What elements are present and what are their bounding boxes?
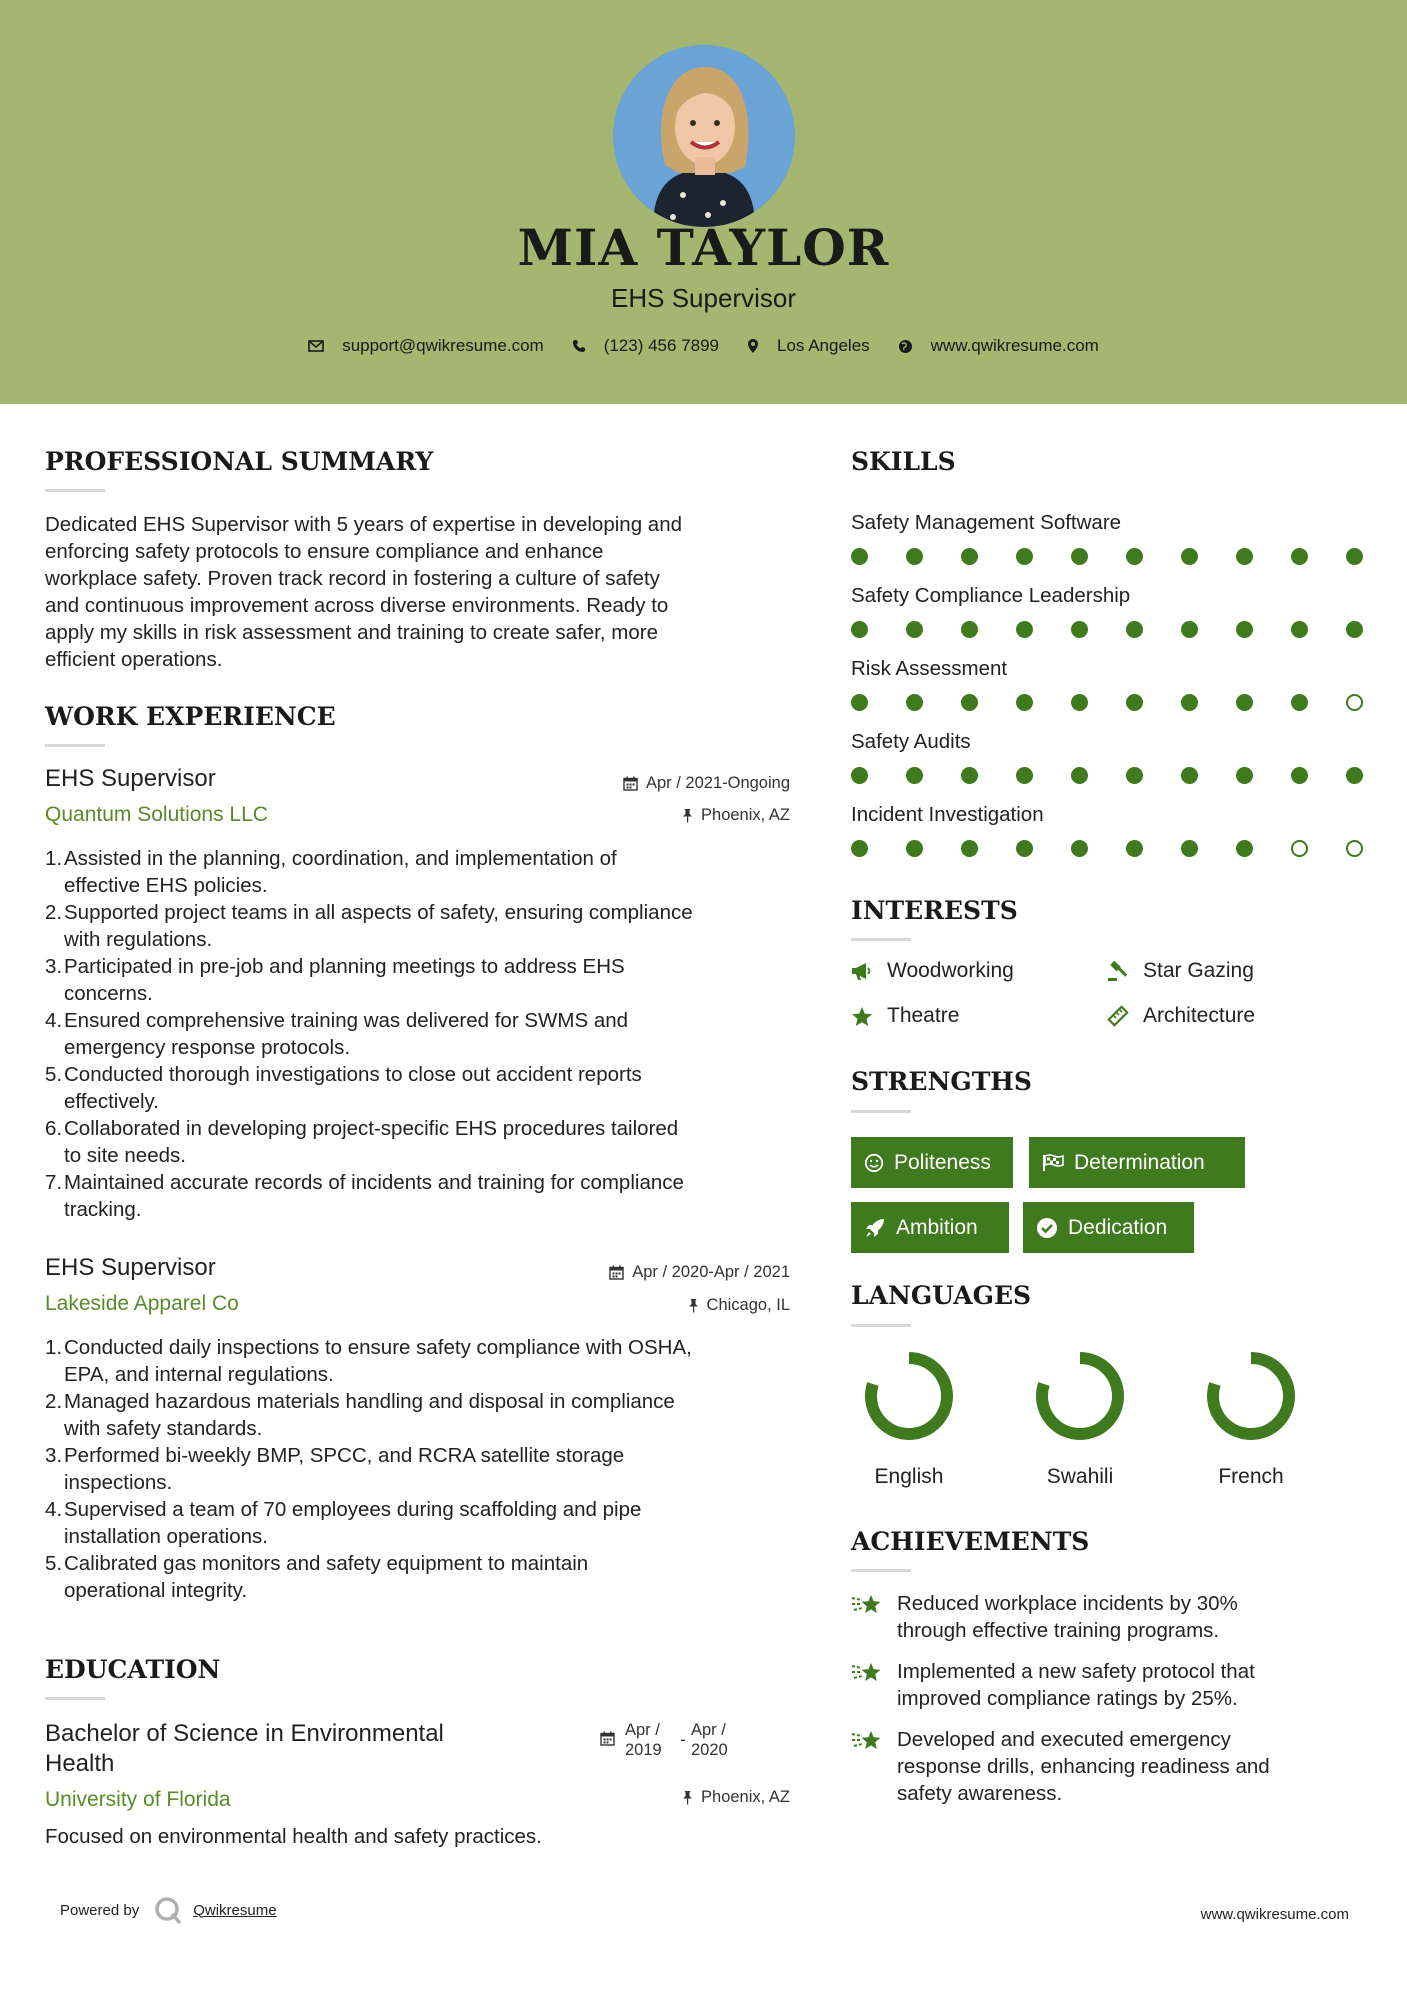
strengths-heading: STRENGTHS: [851, 1067, 1032, 1096]
calendar-icon: [600, 1731, 615, 1746]
list-item-text: effective EHS policies.: [64, 874, 268, 897]
skill-dot-filled: [1236, 840, 1253, 857]
skill-dot-filled: [1071, 694, 1088, 711]
skill-dot-filled: [1236, 621, 1253, 638]
skill-label: Risk Assessment: [851, 657, 1008, 680]
phone-icon: [572, 339, 586, 353]
skill-dot-empty: [1346, 840, 1363, 857]
list-item-text: with regulations.: [64, 928, 213, 951]
list-item: [45, 1007, 805, 1061]
education-description: Focused on environmental health and safety practices.: [45, 1825, 542, 1848]
skill-dot-filled: [1291, 621, 1308, 638]
rocket-icon: [864, 1217, 886, 1239]
achievement-item: [851, 1590, 1238, 1644]
date-separator: -: [680, 1731, 686, 1749]
smile-icon: [864, 1153, 884, 1173]
list-item-number: 4.: [45, 1498, 63, 1521]
job-company: Lakeside Apparel Co: [45, 1292, 239, 1315]
list-item-number: 2.: [45, 901, 63, 924]
strength-label: Determination: [1074, 1150, 1205, 1174]
list-item: [45, 845, 805, 899]
qwikresume-logo-icon: [153, 1895, 183, 1925]
list-item-text: Managed hazardous materials handling and disposal in compliance: [64, 1390, 675, 1413]
summary-line: workplace safety. Proven track record in fostering a culture of safety: [45, 567, 660, 590]
education-heading: EDUCATION: [45, 1655, 221, 1684]
list-item: [45, 899, 805, 953]
skill-dot-filled: [1126, 694, 1143, 711]
interest-label: Theatre: [887, 1004, 960, 1027]
powered-by-text: Powered by: [60, 1901, 140, 1919]
shooting-star-icon: [851, 1592, 883, 1618]
list-item: [45, 1550, 805, 1604]
skill-dot-filled: [851, 621, 868, 638]
achievement-line: improved compliance ratings by 25%.: [897, 1687, 1238, 1710]
list-item: [45, 1061, 805, 1115]
skill-dot-filled: [906, 767, 923, 784]
skill-dot-filled: [1016, 694, 1033, 711]
candidate-name: MIA TAYLOR: [517, 218, 890, 277]
list-item-text: Collaborated in developing project-specific EHS procedures tailored: [64, 1117, 679, 1140]
skill-dot-filled: [961, 694, 978, 711]
skill-dot-filled: [1126, 621, 1143, 638]
education-degree-line: Health: [45, 1750, 115, 1777]
summary-line: enforcing safety protocols to ensure compliance and enhance: [45, 540, 604, 563]
achievement-item: [851, 1658, 1255, 1712]
list-item-text: installation operations.: [64, 1525, 268, 1548]
contact-location-text: Los Angeles: [777, 336, 870, 355]
list-item-text: to site needs.: [64, 1144, 186, 1167]
check-circle-icon: [1036, 1217, 1058, 1239]
skill-dot-filled: [1016, 621, 1033, 638]
skill-dot-filled: [906, 840, 923, 857]
strength-label: Politeness: [894, 1150, 991, 1174]
list-item: [45, 1388, 805, 1442]
pushpin-icon: [682, 808, 693, 823]
list-item-number: 3.: [45, 955, 63, 978]
contact-email-text: support@qwikresume.com: [342, 336, 544, 355]
list-item: [45, 1442, 805, 1496]
list-item-text: Supported project teams in all aspects of safety, ensuring compliance: [64, 901, 693, 924]
skill-dot-filled: [961, 621, 978, 638]
achievement-item: [851, 1726, 1270, 1807]
interest-label: Star Gazing: [1143, 959, 1254, 982]
education-end: [691, 1720, 741, 1760]
list-item-number: 5.: [45, 1552, 63, 1575]
contact-bar: [0, 336, 1407, 356]
summary-text: [45, 511, 805, 673]
skill-dot-filled: [1181, 548, 1198, 565]
strength-badge: [1029, 1137, 1245, 1188]
skill-dot-filled: [961, 840, 978, 857]
contact-location: [747, 336, 870, 356]
education-end-line: 2020: [691, 1741, 728, 1759]
list-item-text: emergency response protocols.: [64, 1036, 351, 1059]
list-item-text: inspections.: [64, 1471, 173, 1494]
education-end-line: Apr /: [691, 1721, 726, 1739]
list-item-text: effectively.: [64, 1090, 159, 1113]
achievements-heading: ACHIEVEMENTS: [851, 1527, 1090, 1556]
job-location: [490, 806, 790, 825]
envelope-icon: [308, 340, 324, 352]
contact-phone[interactable]: [572, 336, 719, 356]
skill-label: Incident Investigation: [851, 803, 1044, 826]
interest-item: [851, 1004, 959, 1028]
skills-heading: SKILLS: [851, 447, 956, 476]
summary-line: Dedicated EHS Supervisor with 5 years of expertise in developing and: [45, 513, 682, 536]
achievement-line: safety awareness.: [897, 1782, 1063, 1805]
strength-label: Ambition: [896, 1215, 978, 1239]
skill-dot-filled: [851, 840, 868, 857]
skill-dot-filled: [1291, 694, 1308, 711]
job-company: Quantum Solutions LLC: [45, 803, 268, 826]
strength-badge: [851, 1202, 1009, 1253]
language-label: French: [1218, 1465, 1284, 1488]
language-gauge: [1201, 1346, 1301, 1446]
contact-phone-text: (123) 456 7899: [603, 336, 720, 355]
summary-line: apply my skills in risk assessment and training to create safer, more: [45, 621, 658, 644]
list-item: [45, 1496, 805, 1550]
list-item-number: 6.: [45, 1117, 63, 1140]
job-date: [490, 774, 790, 793]
achievements-divider: [851, 1569, 911, 1572]
skill-dot-filled: [1181, 840, 1198, 857]
skill-dot-filled: [1126, 840, 1143, 857]
brand-link[interactable]: Qwikresume: [193, 1901, 277, 1919]
list-item-number: 7.: [45, 1171, 63, 1194]
achievement-line: response drills, enhancing readiness and: [897, 1755, 1270, 1778]
star-icon: [851, 1006, 873, 1027]
skill-dot-filled: [906, 694, 923, 711]
job-duties-list: [45, 845, 805, 1223]
list-item-number: 2.: [45, 1390, 63, 1413]
experience-heading: WORK EXPERIENCE: [45, 702, 336, 731]
skill-dot-filled: [851, 548, 868, 565]
language-label: English: [874, 1465, 944, 1488]
interests-divider: [851, 938, 911, 941]
shooting-star-icon: [851, 1728, 883, 1754]
list-item-text: Calibrated gas monitors and safety equipment to maintain: [64, 1552, 589, 1575]
globe-icon: [898, 339, 913, 354]
skill-dot-filled: [906, 621, 923, 638]
map-marker-icon: [747, 338, 759, 354]
language-gauge-arc: [871, 1358, 947, 1434]
megaphone-icon: [851, 961, 873, 981]
education-location-text: Phoenix, AZ: [701, 1788, 790, 1806]
list-item-text: Assisted in the planning, coordination, and implementation of: [64, 847, 617, 870]
candidate-title: EHS Supervisor: [611, 283, 796, 313]
footer-website[interactable]: www.qwikresume.com: [1200, 1906, 1349, 1923]
list-item-text: EPA, and internal regulations.: [64, 1363, 334, 1386]
list-item-number: 5.: [45, 1063, 63, 1086]
skill-dot-filled: [1016, 548, 1033, 565]
skill-dot-filled: [1236, 548, 1253, 565]
skill-dot-filled: [1236, 694, 1253, 711]
language-gauge: [1030, 1346, 1130, 1446]
skill-dot-filled: [1346, 621, 1363, 638]
skill-dot-filled: [1236, 767, 1253, 784]
education-start: [625, 1720, 675, 1760]
languages-heading: LANGUAGES: [851, 1281, 1032, 1310]
calendar-icon: [623, 776, 638, 791]
job-title: EHS Supervisor: [45, 1254, 216, 1281]
interest-item: [1107, 1004, 1255, 1028]
achievement-text: [897, 1658, 1255, 1712]
education-degree: [45, 1719, 444, 1779]
summary-line: efficient operations.: [45, 648, 223, 671]
skill-dot-filled: [1071, 621, 1088, 638]
summary-line: and continuous improvement across diverse environments. Ready to: [45, 594, 669, 617]
job-duties-list: [45, 1334, 805, 1604]
achievement-text: [897, 1590, 1238, 1644]
experience-divider: [45, 744, 105, 747]
skill-dot-filled: [1016, 840, 1033, 857]
list-item-text: tracking.: [64, 1198, 142, 1221]
list-item-text: Participated in pre-job and planning meetings to address EHS: [64, 955, 625, 978]
list-item-text: operational integrity.: [64, 1579, 248, 1602]
list-item-number: 1.: [45, 1336, 63, 1359]
job-date-text: Apr / 2020-Apr / 2021: [632, 1263, 790, 1281]
interest-item: [851, 959, 1014, 983]
job-location: [490, 1296, 790, 1315]
skill-dot-filled: [1071, 767, 1088, 784]
footer-powered-by: [60, 1895, 277, 1925]
skill-dot-filled: [1071, 840, 1088, 857]
skill-dot-filled: [851, 767, 868, 784]
skill-dot-filled: [1181, 621, 1198, 638]
strengths-divider: [851, 1110, 911, 1113]
flag-icon: [1042, 1154, 1064, 1172]
achievement-line: Reduced workplace incidents by 30%: [897, 1592, 1238, 1615]
list-item-text: Conducted thorough investigations to close out accident reports: [64, 1063, 642, 1086]
skill-dot-filled: [1126, 548, 1143, 565]
strength-badge: [1023, 1202, 1194, 1253]
education-location: [490, 1788, 790, 1807]
interest-label: Woodworking: [887, 959, 1014, 982]
language-gauge: [859, 1346, 959, 1446]
list-item: [45, 1115, 805, 1169]
list-item-text: Maintained accurate records of incidents and training for compliance: [64, 1171, 684, 1194]
list-item: [45, 1169, 805, 1223]
list-item-text: Performed bi-weekly BMP, SPCC, and RCRA satellite storage: [64, 1444, 625, 1467]
skill-dot-filled: [1181, 767, 1198, 784]
list-item-text: Supervised a team of 70 employees during scaffolding and pipe: [64, 1498, 642, 1521]
job-date-text: Apr / 2021-Ongoing: [645, 774, 790, 792]
achievement-text: [897, 1726, 1270, 1807]
skill-dot-filled: [1126, 767, 1143, 784]
education-start-line: 2019: [625, 1741, 662, 1759]
education-divider: [45, 1697, 105, 1700]
skill-dot-empty: [1346, 694, 1363, 711]
skill-label: Safety Compliance Leadership: [851, 584, 1131, 607]
job-location-text: Phoenix, AZ: [701, 806, 790, 824]
language-gauge-arc: [1213, 1358, 1289, 1434]
gavel-icon: [1107, 960, 1129, 982]
list-item-text: with safety standards.: [64, 1417, 263, 1440]
list-item-number: 1.: [45, 847, 63, 870]
skill-dot-filled: [961, 767, 978, 784]
skill-dot-filled: [1346, 548, 1363, 565]
languages-divider: [851, 1324, 911, 1327]
calendar-icon: [609, 1265, 624, 1280]
shooting-star-icon: [851, 1660, 883, 1686]
ruler-icon: [1107, 1005, 1129, 1027]
interest-item: [1107, 959, 1254, 983]
list-item-text: concerns.: [64, 982, 153, 1005]
pushpin-icon: [682, 1790, 693, 1805]
achievement-line: Implemented a new safety protocol that: [897, 1660, 1255, 1683]
language-label: Swahili: [1046, 1465, 1114, 1488]
skill-dot-filled: [1071, 548, 1088, 565]
language-gauge-arc: [1042, 1358, 1118, 1434]
achievement-line: through effective training programs.: [897, 1619, 1220, 1642]
skill-dot-filled: [1016, 767, 1033, 784]
contact-website-text: www.qwikresume.com: [930, 336, 1099, 355]
skill-dot-filled: [961, 548, 978, 565]
list-item-number: 4.: [45, 1009, 63, 1032]
skill-dot-filled: [1181, 694, 1198, 711]
contact-website[interactable]: [898, 336, 1099, 356]
list-item-text: Conducted daily inspections to ensure safety compliance with OSHA,: [64, 1336, 692, 1359]
summary-divider: [45, 489, 105, 492]
job-date: [490, 1263, 790, 1282]
job-title: EHS Supervisor: [45, 765, 216, 792]
pushpin-icon: [688, 1298, 699, 1313]
list-item: [45, 1334, 805, 1388]
interests-heading: INTERESTS: [851, 896, 1018, 925]
skill-label: Safety Management Software: [851, 511, 1122, 534]
contact-email[interactable]: [308, 336, 544, 356]
interest-label: Architecture: [1143, 1004, 1256, 1027]
list-item-number: 3.: [45, 1444, 63, 1467]
profile-photo: [613, 45, 795, 227]
skill-dot-filled: [1291, 548, 1308, 565]
strength-badge: [851, 1137, 1013, 1188]
skill-dot-filled: [851, 694, 868, 711]
education-school: University of Florida: [45, 1788, 231, 1811]
skill-label: Safety Audits: [851, 730, 971, 753]
list-item: [45, 953, 805, 1007]
education-degree-line: Bachelor of Science in Environmental: [45, 1720, 444, 1747]
list-item-text: Ensured comprehensive training was delivered for SWMS and: [64, 1009, 629, 1032]
education-dates: [600, 1720, 741, 1760]
profile-photo-image: [613, 45, 795, 227]
skill-dot-filled: [1291, 767, 1308, 784]
skill-dot-empty: [1291, 840, 1308, 857]
strength-label: Dedication: [1068, 1215, 1168, 1239]
education-start-line: Apr /: [625, 1721, 660, 1739]
skill-dot-filled: [1346, 767, 1363, 784]
job-location-text: Chicago, IL: [706, 1296, 790, 1314]
skill-dot-filled: [906, 548, 923, 565]
achievement-line: Developed and executed emergency: [897, 1728, 1231, 1751]
summary-heading: PROFESSIONAL SUMMARY: [45, 447, 434, 476]
